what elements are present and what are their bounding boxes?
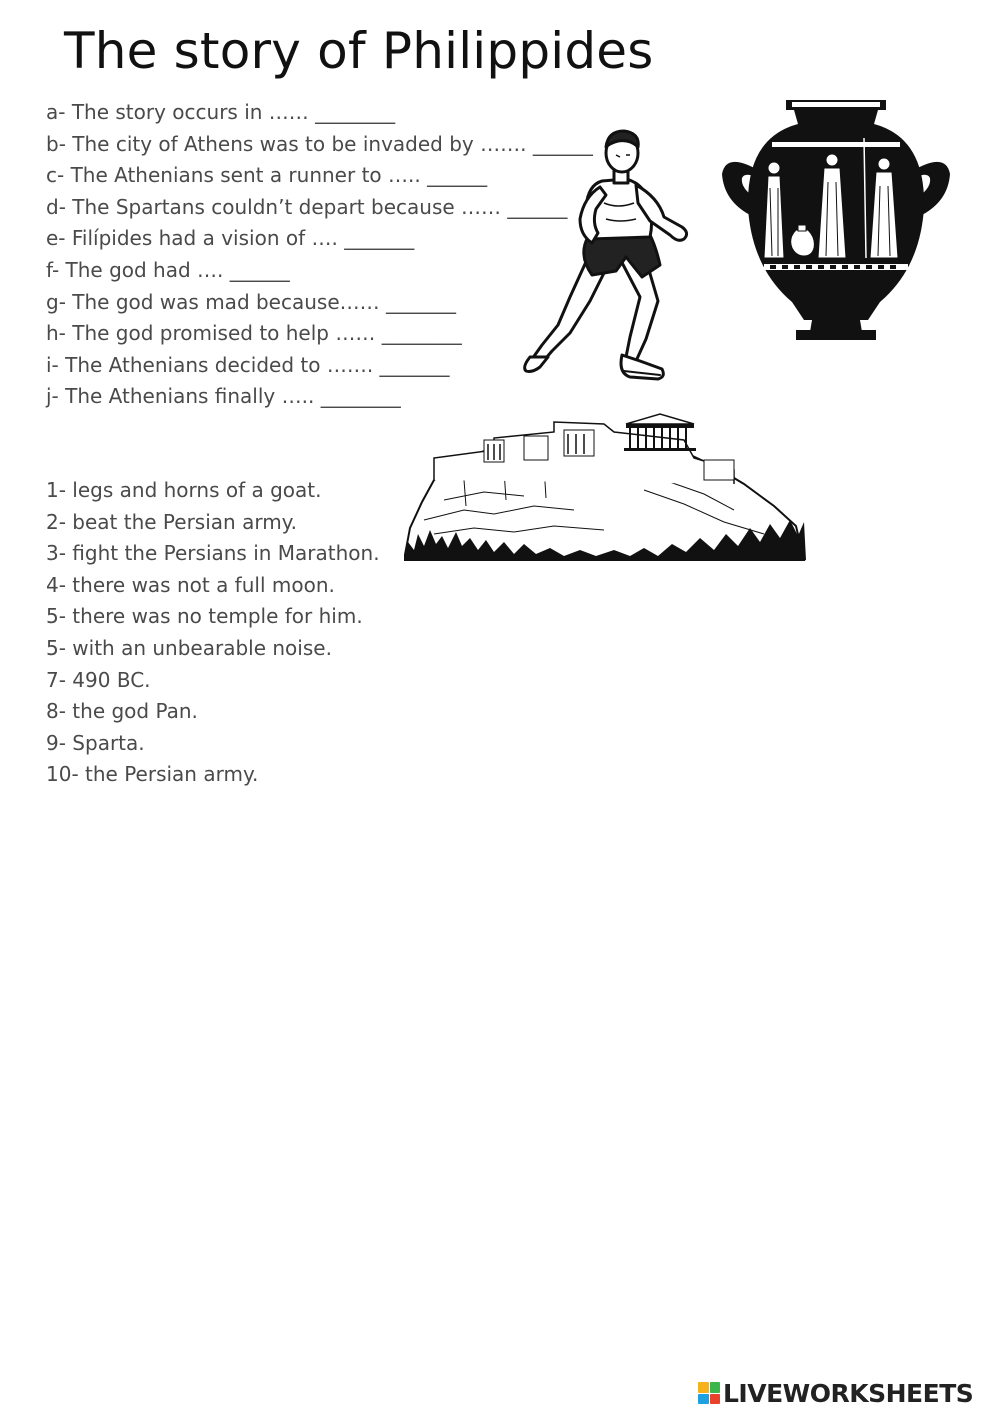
- page-title: The story of Philippides: [64, 22, 654, 80]
- greek-vase-illustration: [716, 98, 956, 343]
- answer-item: 8- the god Pan.: [46, 699, 198, 724]
- question-item: b- The city of Athens was to be invaded by ……. ______: [46, 131, 593, 156]
- logo-square: [710, 1394, 721, 1405]
- answer-item: 10- the Persian army.: [46, 762, 259, 787]
- brand-name: LIVEWORKSHEETS: [723, 1378, 974, 1408]
- answers-list: [46, 475, 380, 791]
- question-item: f- The god had …. ______: [46, 257, 290, 282]
- question-item: h- The god promised to help …… ________: [46, 321, 462, 346]
- question-item: d- The Spartans couldn’t depart because …… ______: [46, 194, 568, 219]
- answer-item: 7- 490 BC.: [46, 667, 151, 692]
- logo-square: [710, 1382, 721, 1393]
- question-item: g- The god was mad because…… _______: [46, 289, 456, 314]
- runner-illustration: [518, 125, 698, 385]
- liveworksheets-logo-icon: [698, 1382, 720, 1404]
- logo-square: [698, 1382, 709, 1393]
- liveworksheets-brand[interactable]: [698, 1378, 973, 1408]
- question-item: a- The story occurs in …… ________: [46, 100, 396, 124]
- question-item: j- The Athenians finally ….. ________: [46, 384, 401, 409]
- question-item: e- Filípides had a vision of …. _______: [46, 226, 415, 251]
- logo-square: [698, 1394, 709, 1405]
- acropolis-illustration: [404, 410, 806, 562]
- answer-item: 5- there was no temple for him.: [46, 604, 363, 629]
- answer-item: 1- legs and horns of a goat.: [46, 478, 322, 502]
- answer-item: 2- beat the Persian army.: [46, 509, 298, 534]
- questions-list: [46, 97, 593, 413]
- answer-item: 4- there was not a full moon.: [46, 572, 335, 597]
- answer-item: 3- fight the Persians in Marathon.: [46, 541, 380, 566]
- question-item: i- The Athenians decided to ……. _______: [46, 352, 450, 377]
- question-item: c- The Athenians sent a runner to ….. ______: [46, 163, 488, 188]
- answer-item: 5- with an unbearable noise.: [46, 635, 332, 660]
- answer-item: 9- Sparta.: [46, 730, 145, 755]
